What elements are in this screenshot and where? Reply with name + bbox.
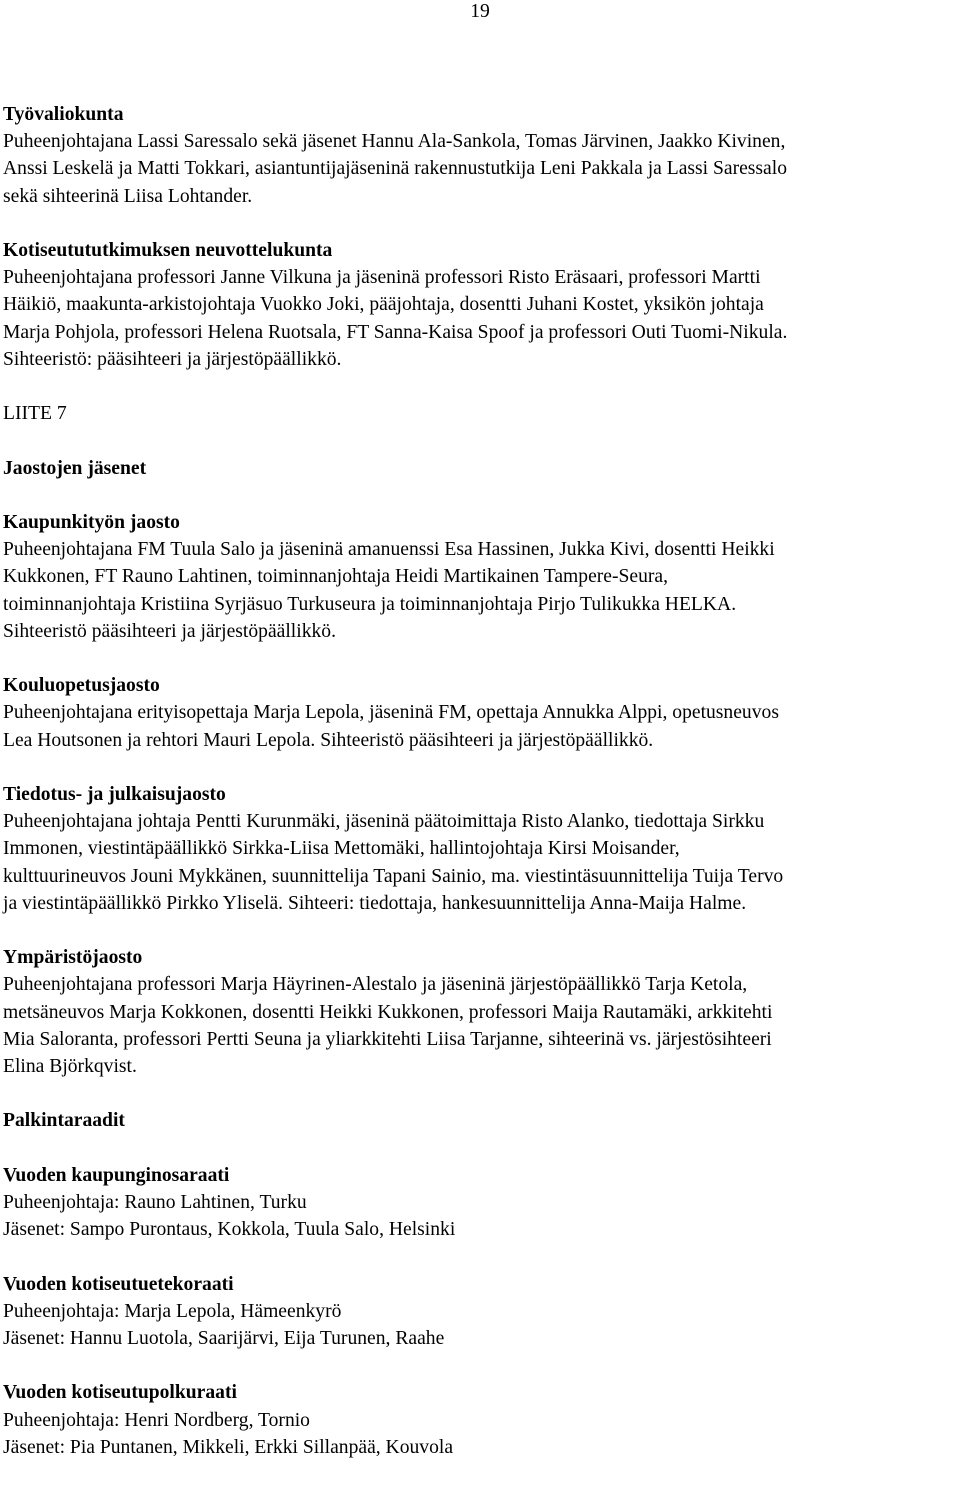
- award-heading: Vuoden kotiseutuetekoraati: [3, 1273, 234, 1295]
- page-number: 19: [470, 1, 490, 22]
- committee-kouluopetus: [3, 672, 958, 754]
- award-kotiseutuetekoraati: [3, 1271, 958, 1353]
- committee-heading: Kouluopetusjaosto: [3, 675, 160, 697]
- committee-text: Puheenjohtajana professori Marja Häyrinen-Alestalo ja jäseninä järjestöpäällikkö Tarja Ketola, metsäneuvos Marja Kokkonen, dosentti Heikki Kukkonen, professori Maija Rautamäki, arkkitehti Mia Saloranta, professori Pertti Seuna ja yliarkkitehti Liisa Tarjanne, sihteerinä vs. järjestösihteeri Elina Björkqvist.: [3, 974, 773, 1077]
- appendix-title: Jaostojen jäsenet: [3, 457, 147, 479]
- section-heading: Työvaliokunta: [3, 104, 124, 125]
- section-heading: Kotiseutututkimuksen neuvottelukunta: [3, 240, 333, 261]
- committee-text: Puheenjohtajana erityisopettaja Marja Lepola, jäseninä FM, opettaja Annukka Alppi, opetusneuvos Lea Houtsonen ja rehtori Mauri Lepola. Sihteeristö pääsihteeri ja järjestöpäällikkö.: [3, 702, 779, 751]
- award-chair: Puheenjohtaja: Marja Lepola, Hämeenkyrö: [3, 1300, 342, 1322]
- award-heading: Vuoden kotiseutupolkuraati: [3, 1382, 237, 1404]
- committee-text: Puheenjohtajana FM Tuula Salo ja jäseninä amanuenssi Esa Hassinen, Jukka Kivi, dosentti Heikki Kukkonen, FT Rauno Lahtinen, toiminnanjohtaja Heidi Martikainen Tampere-Seura, toiminnanjohtaja Kristiina Syrjäsuo Turkuseura ja toiminnanjohtaja Pirjo Tulikukka HELKA. Sihteeristö pääsihteeri ja järjestöpäällikkö.: [3, 539, 775, 642]
- award-members: Jäsenet: Sampo Purontaus, Kokkola, Tuula Salo, Helsinki: [3, 1219, 456, 1241]
- award-heading: Vuoden kaupunginosaraati: [3, 1164, 230, 1186]
- award-members: Jäsenet: Hannu Luotola, Saarijärvi, Eija Turunen, Raahe: [3, 1327, 445, 1349]
- section-text: Puheenjohtajana professori Janne Vilkuna ja jäseninä professori Risto Eräsaari, professori Martti Häikiö, maakunta-arkistojohtaja Vuokko Joki, pääjohtaja, dosentti Juhani Kostet, yksikön johtaja Marja Pohjola, professori Helena Ruotsala, FT Sanna-Kaisa Spoof ja professori Outi Tuomi-Nikula. Sihteeristö: pääsihteeri ja järjestöpäällikkö.: [3, 267, 788, 370]
- award-chair: Puheenjohtaja: Rauno Lahtinen, Turku: [3, 1191, 307, 1213]
- award-chair: Puheenjohtaja: Henri Nordberg, Tornio: [3, 1409, 310, 1431]
- section-tyovaliokunta: [3, 101, 958, 210]
- committee-text: Puheenjohtajana johtaja Pentti Kurunmäki, jäseninä päätoimittaja Risto Alanko, tiedottaja Sirkku Immonen, viestintäpäällikkö Sirkka-Liisa Mettomäki, hallintojohtaja Kirsi Moisander, kulttuurineuvos Jouni Mykkänen, suunnittelija Tapani Sainio, ma. viestintäsuunnittelija Tuija Tervo ja viestintäpäällikkö Pirkko Yliselä. Sihteeri: tiedottaja, hankesuunnittelija Anna-Maija Halme.: [3, 811, 784, 914]
- committee-heading: Ympäristöjaosto: [3, 947, 143, 969]
- document-body: [3, 101, 958, 1488]
- award-kotiseutupolkuraati: [3, 1379, 958, 1461]
- committee-heading: Tiedotus- ja julkaisujaosto: [3, 783, 226, 805]
- awards-title: Palkintaraadit: [3, 1110, 125, 1132]
- section-text: Puheenjohtajana Lassi Saressalo sekä jäsenet Hannu Ala-Sankola, Tomas Järvinen, Jaakko Kivinen, Anssi Leskelä ja Matti Tokkari, asiantuntijajäseninä rakennustutkija Leni Pakkala ja Lassi Saressalo sekä sihteerinä Liisa Lohtander.: [3, 131, 787, 207]
- committee-tiedotus: [3, 781, 958, 917]
- section-neuvottelukunta: [3, 237, 958, 373]
- committee-kaupunkityo: [3, 509, 958, 645]
- committee-heading: Kaupunkityön jaosto: [3, 511, 180, 533]
- award-kaupunginosaraati: [3, 1162, 958, 1244]
- appendix-label: LIITE 7: [3, 403, 67, 425]
- committee-ymparisto: [3, 944, 958, 1080]
- award-members: Jäsenet: Pia Puntanen, Mikkeli, Erkki Sillanpää, Kouvola: [3, 1436, 454, 1458]
